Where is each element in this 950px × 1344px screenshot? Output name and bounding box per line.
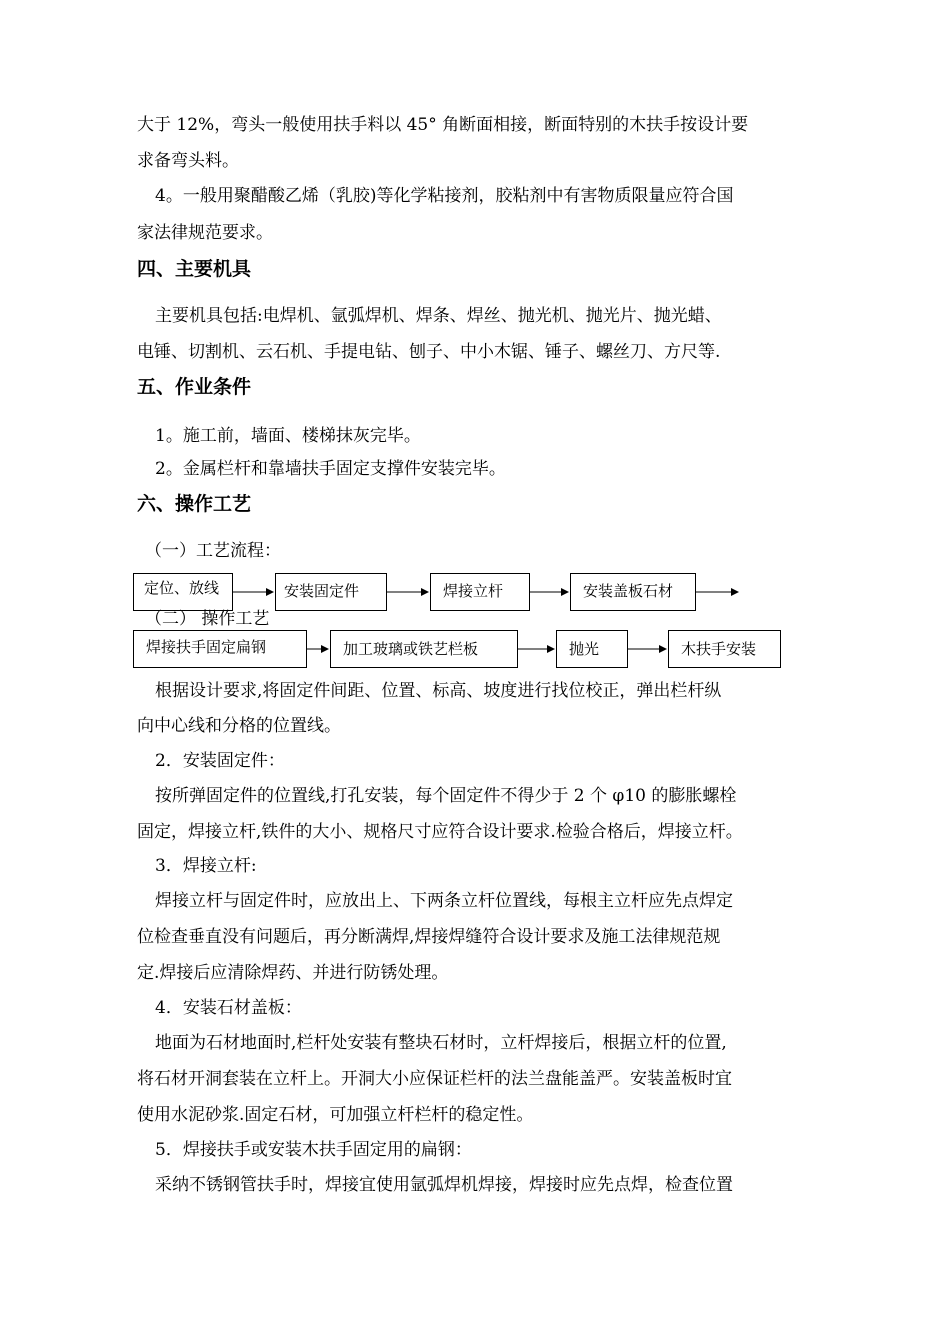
flow-step-8: 木扶手安装 — [668, 630, 781, 668]
list-item: 1。施工前，墙面、楼梯抹灰完毕。 — [155, 426, 421, 446]
flow-step-1: 定位、放线 — [133, 573, 233, 611]
flow-step-5: 焊接扶手固定扁钢 — [133, 630, 307, 668]
paragraph-line: 根据设计要求,将固定件间距、位置、标高、坡度进行找位校正，弹出栏杆纵 — [155, 681, 722, 701]
subheading-operation: （二） 操作工艺 — [145, 609, 270, 629]
paragraph-line: 家法律规范要求。 — [137, 223, 273, 243]
paragraph-line: 采纳不锈钢管扶手时，焊接宜使用氩弧焊机焊接，焊接时应先点焊，检查位置 — [155, 1175, 733, 1195]
paragraph-line: 4。一般用聚醋酸乙烯（乳胶)等化学粘接剂，胶粘剂中有害物质限量应符合国 — [155, 186, 734, 206]
flow-step-6: 加工玻璃或铁艺栏板 — [330, 630, 518, 668]
list-item: 2。金属栏杆和靠墙扶手固定支撑件安装完毕。 — [155, 459, 506, 479]
section-heading-process: 六、操作工艺 — [137, 493, 252, 515]
step-heading: 3．焊接立杆: — [155, 856, 257, 876]
step-heading: 2．安装固定件： — [155, 751, 285, 771]
step-heading: 4．安装石材盖板： — [155, 998, 302, 1018]
paragraph-line: 按所弹固定件的位置线,打孔安装，每个固定件不得少于 2 个 φ10 的膨胀螺栓 — [155, 786, 737, 806]
paragraph-line: 地面为石材地面时,栏杆处安装有整块石材时，立杆焊接后，根据立杆的位置, — [155, 1033, 727, 1053]
flow-step-4: 安装盖板石材 — [570, 573, 696, 611]
section-heading-tools: 四、主要机具 — [137, 258, 252, 280]
section-heading-conditions: 五、作业条件 — [137, 376, 252, 398]
paragraph-line: 主要机具包括:电焊机、氩弧焊机、焊条、焊丝、抛光机、抛光片、抛光蜡、 — [155, 306, 722, 326]
paragraph-line: 焊接立杆与固定件时，应放出上、下两条立杆位置线，每根主立杆应先点焊定 — [155, 891, 733, 911]
flow-step-3: 焊接立杆 — [430, 573, 530, 611]
flow-step-2: 安装固定件 — [275, 573, 387, 611]
subheading-flow: （一）工艺流程： — [145, 541, 281, 561]
flow-step-7: 抛光 — [556, 630, 628, 668]
paragraph-line: 向中心线和分格的位置线。 — [137, 716, 341, 736]
paragraph-line: 固定，焊接立杆,铁件的大小、规格尺寸应符合设计要求.检验合格后，焊接立杆。 — [137, 822, 743, 842]
paragraph-line: 位检查垂直没有问题后，再分断满焊,焊接焊缝符合设计要求及施工法律规范规 — [137, 927, 721, 947]
paragraph-line: 将石材开洞套装在立杆上。开洞大小应保证栏杆的法兰盘能盖严。安装盖板时宜 — [137, 1069, 732, 1089]
paragraph-line: 电锤、切割机、云石机、手提电钻、刨子、中小木锯、锤子、螺丝刀、方尺等. — [137, 342, 721, 362]
paragraph-line: 求备弯头料。 — [137, 151, 239, 171]
paragraph-line: 使用水泥砂浆.固定石材，可加强立杆栏杆的稳定性。 — [137, 1105, 534, 1125]
step-heading: 5．焊接扶手或安装木扶手固定用的扁钢： — [155, 1140, 472, 1160]
paragraph-line: 定.焊接后应清除焊药、并进行防锈处理。 — [137, 963, 449, 983]
paragraph-line: 大于 12%，弯头一般使用扶手料以 45° 角断面相接，断面特别的木扶手按设计要 — [137, 115, 749, 135]
